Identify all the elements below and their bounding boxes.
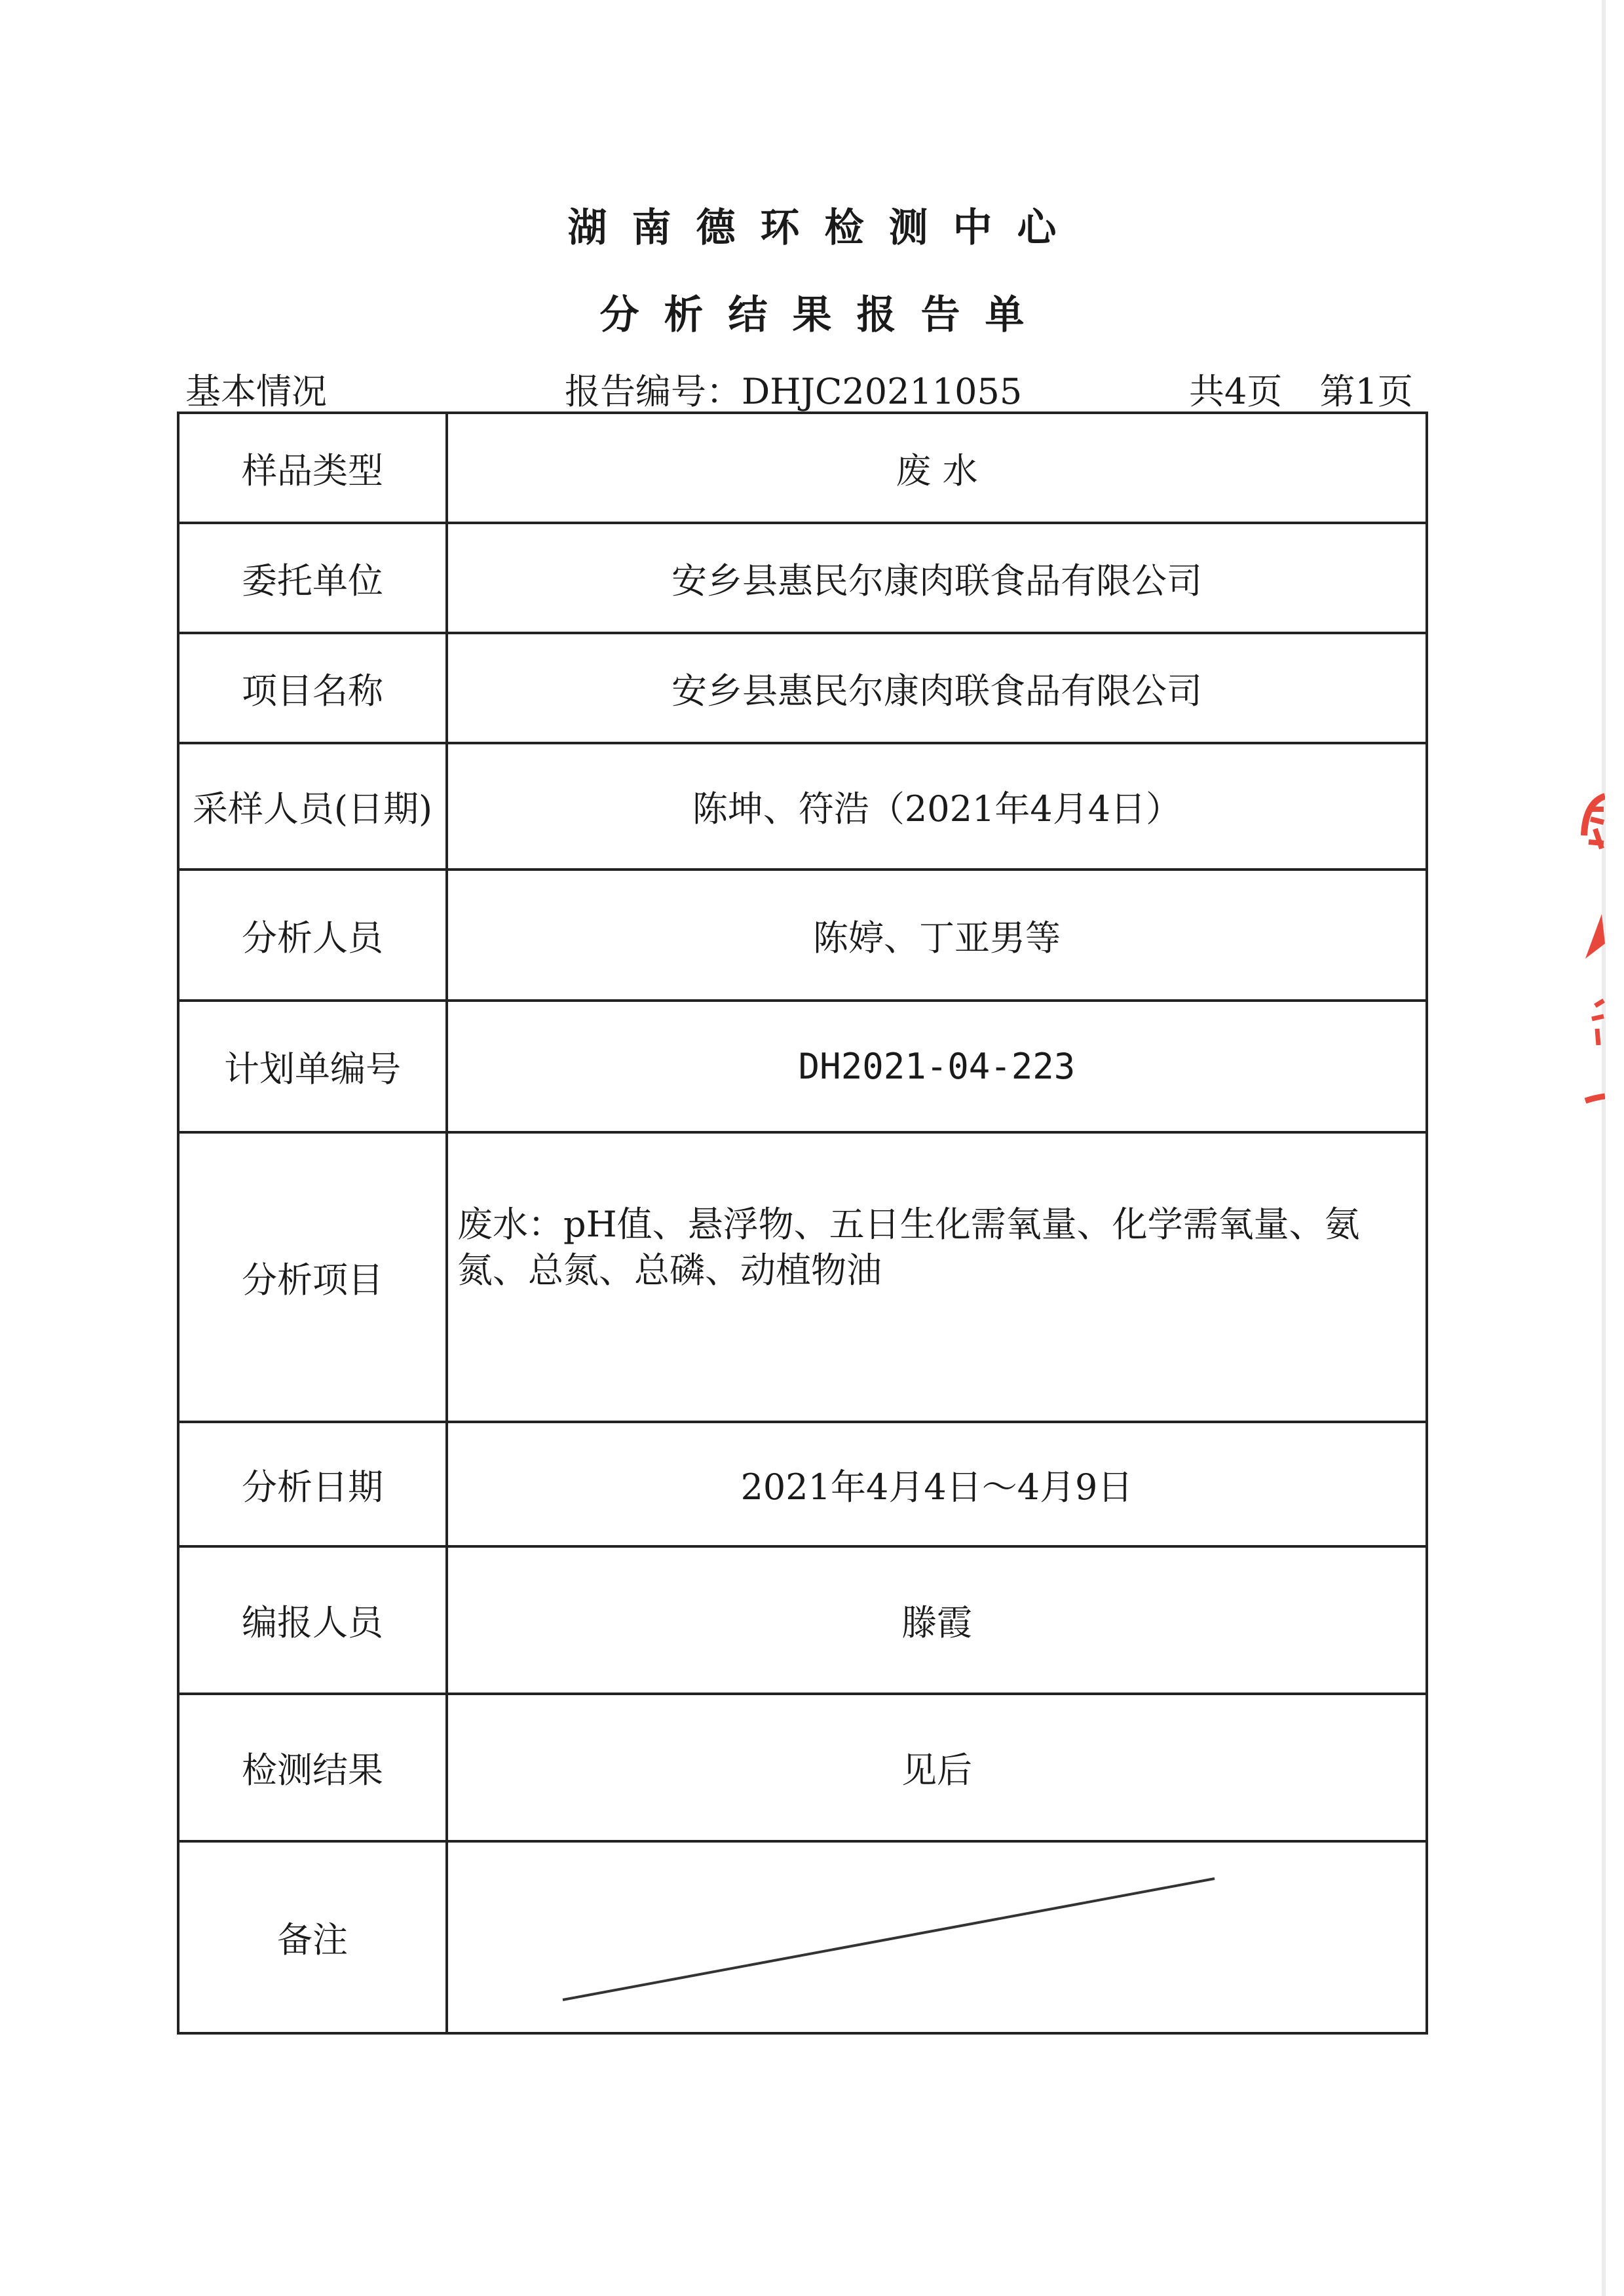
table-row xyxy=(178,1132,1427,1422)
report-number-label: 报告编号： xyxy=(565,371,742,412)
remark-label: 备注 xyxy=(178,1841,447,2033)
client-value: 安乡县惠民尔康肉联食品有限公司 xyxy=(447,523,1427,633)
analysis-date-value: 2021年4月4日～4月9日 xyxy=(447,1422,1427,1546)
plan-number-label: 计划单编号 xyxy=(178,1001,447,1132)
table-row xyxy=(178,870,1427,1001)
table-row xyxy=(178,1001,1427,1132)
client-label: 委托单位 xyxy=(178,523,447,633)
page-count: 共4页 第1页 xyxy=(1189,371,1413,412)
result-value: 见后 xyxy=(447,1694,1427,1841)
report-number-value: DHJC20211055 xyxy=(742,371,1023,412)
table-row xyxy=(178,1841,1427,2033)
remark-value xyxy=(447,1841,1427,2033)
table-row xyxy=(178,633,1427,743)
compiler-value: 滕霞 xyxy=(447,1546,1427,1694)
table-row xyxy=(178,413,1427,523)
strike-through-line xyxy=(448,1843,1431,2032)
project-label: 项目名称 xyxy=(178,633,447,743)
sample-type-label: 样品类型 xyxy=(178,413,447,523)
page-edge xyxy=(1602,0,1606,2296)
plan-number-value: DH2021-04-223 xyxy=(447,1001,1427,1132)
info-table xyxy=(177,411,1428,2035)
report-number xyxy=(565,364,1022,414)
analysis-items-label: 分析项目 xyxy=(178,1132,447,1422)
table-row xyxy=(178,1422,1427,1546)
table-row xyxy=(178,1546,1427,1694)
red-seal-stamp xyxy=(1566,783,1605,1111)
sampler-label: 采样人员(日期) xyxy=(178,743,447,870)
analyst-label: 分析人员 xyxy=(178,870,447,1001)
analyst-value: 陈婷、丁亚男等 xyxy=(447,870,1427,1001)
table-row xyxy=(178,523,1427,633)
analysis-items-value: 废水：pH值、悬浮物、五日生化需氧量、化学需氧量、氨氮、总氮、总磷、动植物油 xyxy=(447,1132,1427,1422)
table-row xyxy=(178,743,1427,870)
compiler-label: 编报人员 xyxy=(178,1546,447,1694)
result-label: 检测结果 xyxy=(178,1694,447,1841)
sample-type-value: 废 水 xyxy=(447,413,1427,523)
table-row xyxy=(178,1694,1427,1841)
analysis-date-label: 分析日期 xyxy=(178,1422,447,1546)
project-value: 安乡县惠民尔康肉联食品有限公司 xyxy=(447,633,1427,743)
org-title: 湖南德环检测中心 xyxy=(567,205,1082,251)
section-label: 基本情况 xyxy=(185,371,327,412)
sampler-value: 陈坤、符浩（2021年4月4日） xyxy=(447,743,1427,870)
document-title: 分析结果报告单 xyxy=(599,292,1049,338)
